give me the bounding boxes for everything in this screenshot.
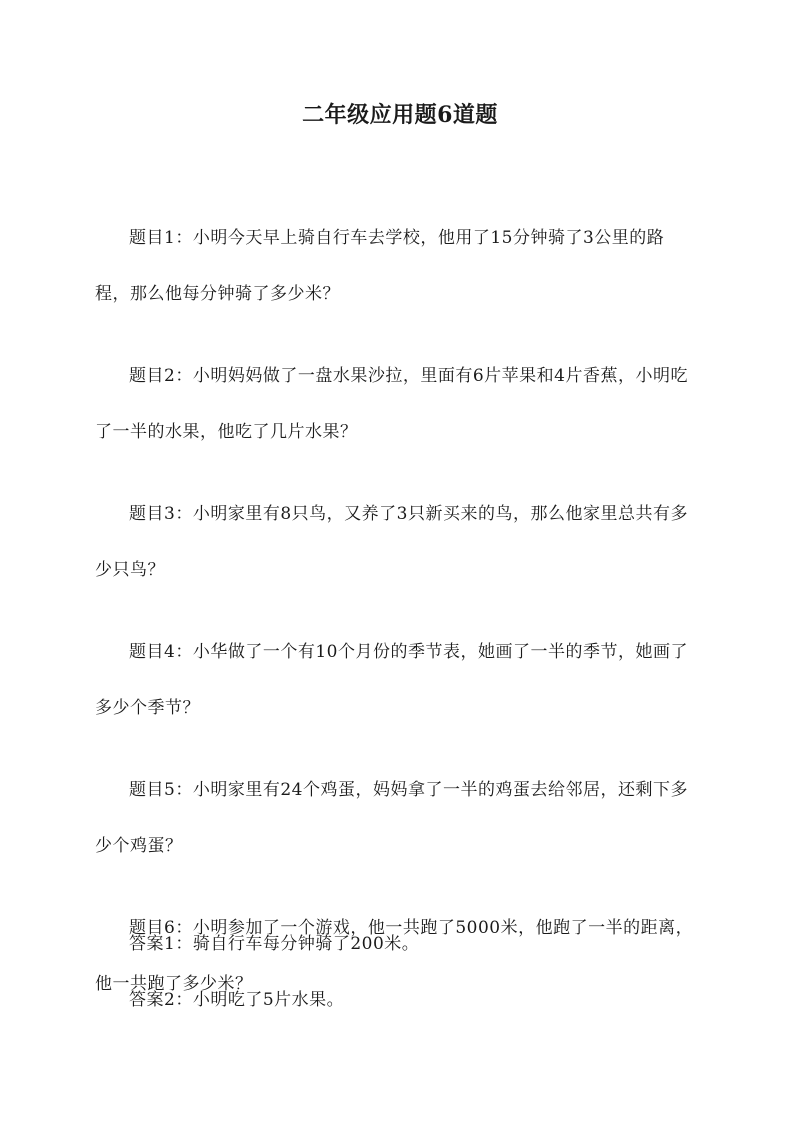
page-title: 二年级应用题6道题	[302, 102, 498, 128]
question-1: 题目1：小明今天早上骑自行车去学校，他用了15分钟骑了3公里的路程，那么他每分钟骑了多少米？	[95, 228, 665, 304]
question-6: 题目6：小明参加了一个游戏，他一共跑了5000米，他跑了一半的距离，他一共跑了多少米？	[95, 918, 694, 994]
answer-1: 答案1：骑自行车每分钟骑了200米。	[129, 934, 420, 954]
answer-list	[95, 916, 695, 1028]
answer-2: 答案2：小明吃了5片水果。	[129, 990, 345, 1010]
question-2: 题目2：小明妈妈做了一盘水果沙拉，里面有6片苹果和4片香蕉，小明吃了一半的水果，他吃了几片水果？	[95, 366, 688, 442]
question-5: 题目5：小明家里有24个鸡蛋，妈妈拿了一半的鸡蛋去给邻居，还剩下多少个鸡蛋？	[95, 780, 688, 856]
question-3: 题目3：小明家里有8只鸟，又养了3只新买来的鸟，那么他家里总共有多少只鸟？	[95, 504, 688, 580]
question-4: 题目4：小华做了一个有10个月份的季节表，她画了一半的季节，她画了多少个季节？	[95, 642, 688, 718]
question-list	[95, 210, 695, 1038]
